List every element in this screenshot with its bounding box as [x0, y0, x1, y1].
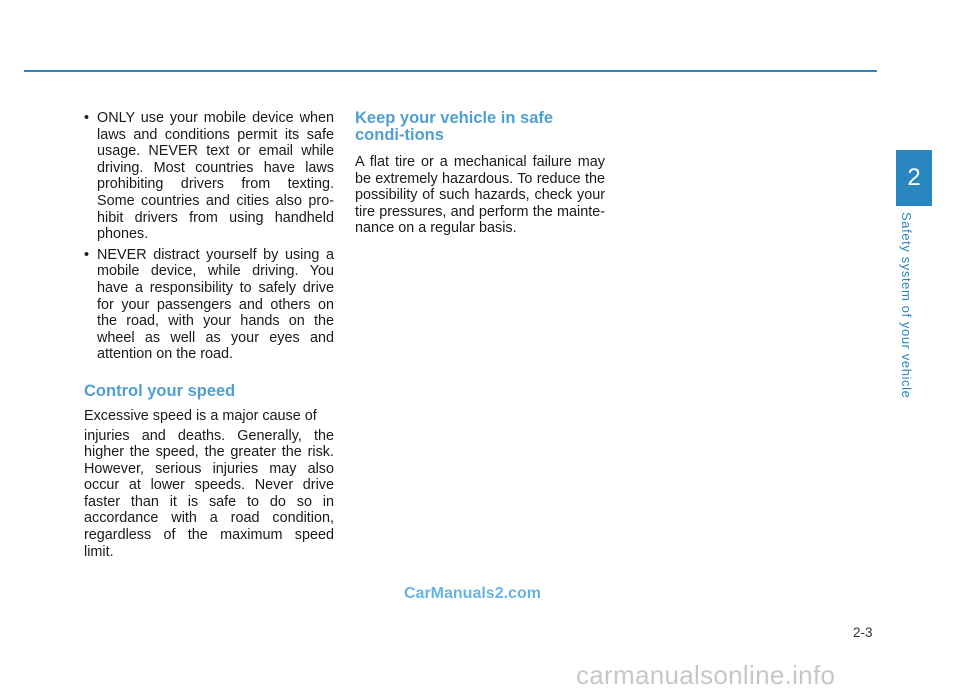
chapter-tab: 2 — [896, 150, 932, 206]
bullet-text: ONLY use your mobile device when laws and conditions permit its safe usage. NEVER text or email while driving. Most countries have laws prohibiting drivers from texting. Some countries and cities also pro-hibit drivers from using handheld phones. — [97, 110, 334, 243]
bullet-dot: • — [84, 110, 90, 126]
section-heading-condition: Keep your vehicle in safe condi-tions — [355, 109, 554, 144]
bullet-list — [84, 110, 334, 363]
bullet-item — [84, 110, 334, 243]
bullet-dot: • — [84, 246, 90, 263]
section-heading-speed: Control your speed — [84, 381, 236, 400]
middle-column — [355, 110, 605, 237]
chapter-title: Safety system of your vehicle — [899, 212, 914, 399]
left-column — [84, 110, 334, 560]
bullet-text: NEVER distract yourself by using a mobile device, while driving. You have a responsibility to safely drive for your passengers and others on the road, with your hands on the wheel as well as your eyes and attention on the road. — [97, 246, 334, 363]
speed-paragraph-2: injuries and deaths. Generally, the higher the speed, the greater the risk. However, serious injuries may also occur at lower speeds. Never drive faster than it is safe to do so in accordance with a road condition, regardless of the maximum speed limit. — [84, 427, 334, 560]
bullet-item — [84, 247, 334, 363]
condition-paragraph: A flat tire or a mechanical failure may be extremely hazardous. To reduce the possibility of such hazards, check your tire pressures, and perform the mainte-nance on a regular basis. — [355, 154, 605, 237]
top-rule — [24, 70, 877, 72]
page-number: 2-3 — [853, 625, 873, 640]
watermark-carmanuals[interactable]: CarManuals2.com — [404, 585, 541, 602]
speed-paragraph-1: Excessive speed is a major cause of — [84, 407, 317, 424]
watermark-carmanualsonline: carmanualsonline.info — [576, 660, 836, 690]
